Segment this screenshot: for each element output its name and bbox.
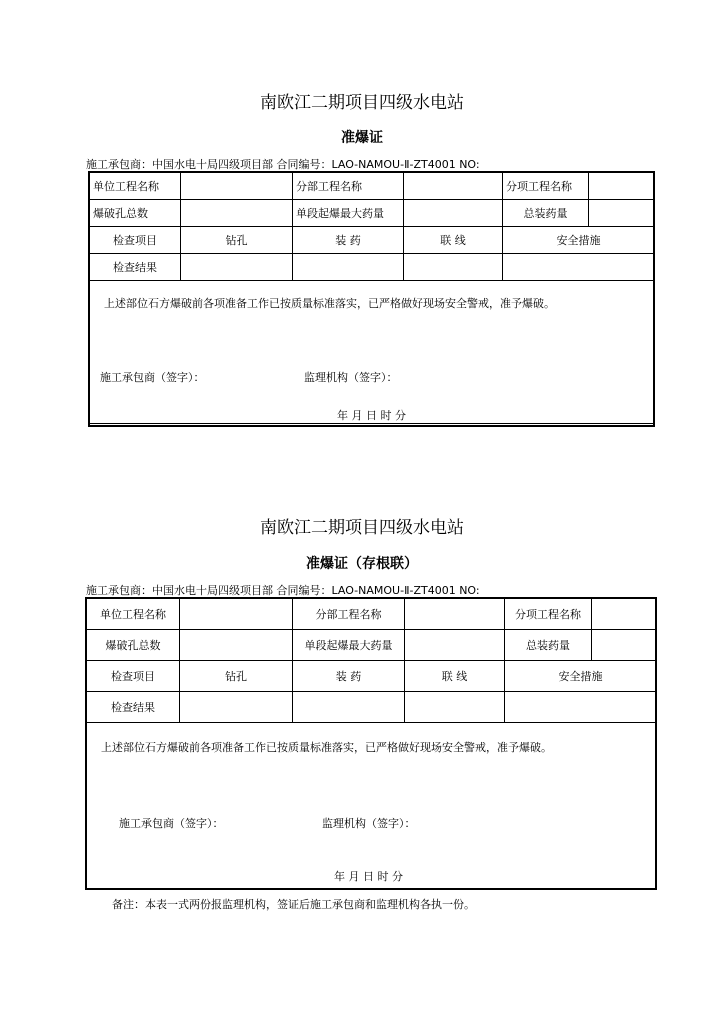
form1-part-label: 分部工程名称 <box>293 173 404 200</box>
form1-holes-value[interactable] <box>181 200 293 227</box>
form1-title: 南欧江二期项目四级水电站 <box>260 93 464 113</box>
form2-charging-header: 装 药 <box>293 661 405 692</box>
form1-supervisor-sign: 监理机构（签字）： <box>304 371 398 384</box>
form2-result-label: 检查结果 <box>87 692 180 723</box>
form1-total-charge-label: 总装药量 <box>503 200 589 227</box>
form1-part-value[interactable] <box>404 173 503 200</box>
form2-holes-label: 爆破孔总数 <box>87 630 180 661</box>
form2-part-value[interactable] <box>405 599 505 630</box>
form2-safety-header: 安全措施 <box>505 661 657 692</box>
form2-item-label: 分项工程名称 <box>505 599 592 630</box>
form2-wiring-header: 联 线 <box>405 661 505 692</box>
form1-charging-result[interactable] <box>293 254 404 281</box>
form2-unit-label: 单位工程名称 <box>87 599 180 630</box>
form1-table <box>89 172 655 424</box>
form2-supervisor-sign: 监理机构（签字）： <box>322 817 416 830</box>
form1-safety-header: 安全措施 <box>503 227 655 254</box>
form1-total-charge-value[interactable] <box>589 200 655 227</box>
form1-safety-result[interactable] <box>503 254 655 281</box>
form2-contractor-line: 施工承包商：中国水电十局四级项目部 合同编号：LAO-NAMOU-Ⅱ-ZT4001 NO: <box>86 584 480 597</box>
form1-datetime: 年 月 日 时 分 <box>337 409 406 422</box>
form2-holes-value[interactable] <box>180 630 293 661</box>
form1-check-item-label: 检查项目 <box>90 227 181 254</box>
form1-charging-header: 装 药 <box>293 227 404 254</box>
form1-holes-label: 爆破孔总数 <box>90 200 181 227</box>
form1-statement: 上述部位石方爆破前各项准备工作已按质量标准落实，已严格做好现场安全警戒，准予爆破。 <box>104 297 555 310</box>
form2-contractor-sign: 施工承包商（签字）： <box>119 817 224 830</box>
form1-max-charge-value[interactable] <box>404 200 503 227</box>
form2-title: 南欧江二期项目四级水电站 <box>260 518 464 538</box>
form2-datetime: 年 月 日 时 分 <box>334 870 403 883</box>
form2-check-item-label: 检查项目 <box>87 661 180 692</box>
form1-unit-label: 单位工程名称 <box>90 173 181 200</box>
form1-contractor-line: 施工承包商：中国水电十局四级项目部 合同编号：LAO-NAMOU-Ⅱ-ZT4001 NO: <box>86 158 480 171</box>
form1-contractor-sign: 施工承包商（签字）： <box>100 371 205 384</box>
form2-wiring-result[interactable] <box>405 692 505 723</box>
form1-item-value[interactable] <box>589 173 655 200</box>
form2-statement: 上述部位石方爆破前各项准备工作已按质量标准落实，已严格做好现场安全警戒，准予爆破。 <box>101 741 552 754</box>
form2-part-label: 分部工程名称 <box>293 599 405 630</box>
form1-wiring-result[interactable] <box>404 254 503 281</box>
form1-result-label: 检查结果 <box>90 254 181 281</box>
form1-unit-value[interactable] <box>181 173 293 200</box>
form1-drilling-result[interactable] <box>181 254 293 281</box>
form2-total-charge-label: 总装药量 <box>505 630 592 661</box>
form2-drilling-result[interactable] <box>180 692 293 723</box>
form1-subtitle: 准爆证 <box>341 130 383 146</box>
form2-total-charge-value[interactable] <box>592 630 657 661</box>
form1-approval-area <box>90 281 655 424</box>
form2-unit-value[interactable] <box>180 599 293 630</box>
form2-item-value[interactable] <box>592 599 657 630</box>
form2-subtitle: 准爆证（存根联） <box>306 556 418 572</box>
form2-table <box>86 598 657 889</box>
form1-item-label: 分项工程名称 <box>503 173 589 200</box>
form2-max-charge-value[interactable] <box>405 630 505 661</box>
form1-drilling-header: 钻孔 <box>181 227 293 254</box>
form1-max-charge-label: 单段起爆最大药量 <box>293 200 404 227</box>
form2-safety-result[interactable] <box>505 692 657 723</box>
form2-max-charge-label: 单段起爆最大药量 <box>293 630 405 661</box>
form2-drilling-header: 钻孔 <box>180 661 293 692</box>
form2-charging-result[interactable] <box>293 692 405 723</box>
form2-approval-area <box>87 723 657 889</box>
form1-wiring-header: 联 线 <box>404 227 503 254</box>
remark: 备注：本表一式两份报监理机构，签证后施工承包商和监理机构各执一份。 <box>112 898 475 911</box>
